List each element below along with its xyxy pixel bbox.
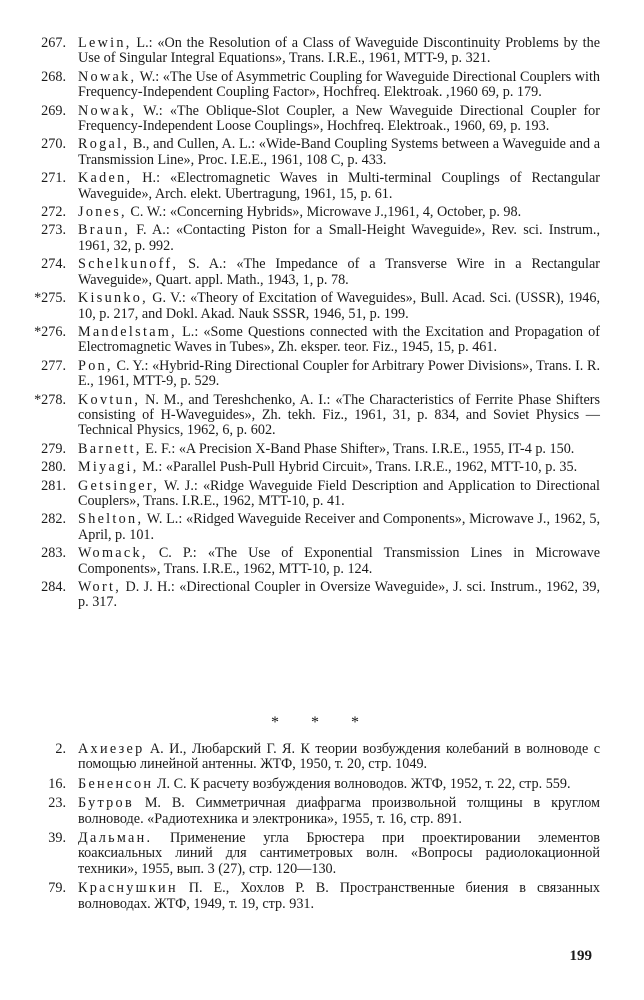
reference-author: Miyagi, [78,459,139,476]
reference-text: M.: «Parallel Push-Pull Hybrid Circuit», Trans. I.R.E., 1962, MTT-10, p. 35. [138,459,578,476]
reference-text: W.: «The Oblique-Slot Coupler, a New Waveguide Directional Coupler for Frequency-Independent Loose Couplings», Hochfreq. Elektroak., 1960, 69, p. 193. [78,102,600,135]
reference-entry [0,777,644,792]
reference-number: *275. [34,290,66,307]
reference-entry [0,137,644,168]
reference-entry [0,831,644,877]
reference-text: L.: «Some Questions connected with the Excitation and Propagation of Electromagnetic Waves in Tubes», Zh. eksper. teor. Fiz., 1945, 15, p. 461. [78,323,600,356]
reference-number: *278. [34,391,66,408]
reference-author: Nowak, [78,102,137,119]
reference-text: W. L.: «Ridged Waveguide Receiver and Components», Microwave J., 1962, 5, April, p. 101. [78,511,600,543]
english-reference-list [0,36,644,614]
reference-entry [0,742,644,773]
reference-author: Kaden, [78,170,133,187]
reference-number: 23. [48,795,66,812]
reference-entry [0,512,644,543]
reference-author: Pon, [78,357,113,374]
reference-number: 282. [41,511,66,528]
reference-text: C. W.: «Concerning Hybrids», Microwave J.,1961, 4, October, p. 98. [126,204,522,221]
reference-author: Lewin, [78,35,132,51]
reference-number: 274. [41,256,66,273]
reference-entry [0,104,644,135]
reference-number: 2. [55,741,66,757]
reference-number: 39. [48,830,66,847]
reference-author: Rogal, [78,136,130,153]
reference-number: 16. [48,775,66,792]
reference-author: Schelkunoff, [78,256,179,273]
reference-number: 283. [41,545,66,562]
reference-entry [0,359,644,390]
reference-author: Braun, [78,222,131,239]
reference-text: G. V.: «Theory of Excitation of Waveguides», Bull. Acad. Sci. (USSR), 1946, 10, p. 217, and Dokl. Akad. Nauk SSSR, 1946, 51, p. 199. [78,290,600,322]
reference-number: 273. [41,222,66,239]
reference-entry [0,223,644,254]
reference-number: 284. [41,579,66,595]
reference-entry [0,881,644,912]
reference-entry [0,479,644,510]
reference-author: Jones, [78,204,127,221]
reference-author: Kovtun, [78,391,141,408]
reference-number: 79. [48,880,66,897]
reference-text: N. M., and Tereshchenko, A. I.: «The Characteristics of Ferrite Phase Shifters consisting of H-Waveguides», Zh. tekh. Fiz., 1961, 31, p. 834, and Soviet Physics — Technical Physics, 1962, 6, p. 602. [78,391,600,439]
reference-number: 271. [41,170,66,187]
reference-text: П. Е., Хохлов Р. В. Пространственные биения в связанных волноводах. ЖТФ, 1949, т. 19, стр. 931. [78,880,600,912]
reference-number: 281. [41,477,66,494]
reference-author: Shelton, [78,511,144,528]
page-number: 199 [569,948,592,964]
reference-text: Л. С. К расчету возбуждения волноводов. ЖТФ, 1952, т. 22, стр. 559. [153,775,571,792]
reference-entry [0,325,644,356]
reference-author: Бененсон [78,775,154,792]
reference-entry [0,70,644,101]
reference-author: Barnett, [78,440,142,457]
reference-entry [0,580,644,611]
reference-entry [0,171,644,202]
reference-entry [0,393,644,439]
reference-author: Mandelstam, [78,323,177,340]
reference-author: Nowak, [78,68,137,85]
russian-reference-list [0,742,644,916]
reference-number: *276. [34,323,66,340]
reference-number: 280. [41,459,66,476]
reference-text: Применение угла Брюстера при проектировании элементов коаксиальных линий для сантиметровых волн. «Вопросы радиолокационной техники», 1955, вып. 3 (27), стр. 120—130. [78,830,600,877]
reference-author: Бутров [78,795,134,812]
reference-entry [0,36,644,67]
reference-text: W.: «The Use of Asymmetric Coupling for Waveguide Directional Couplers with Frequency-Independent Coupling Factor», Hochfreq. Elektroak. ,1960 69, p. 179. [78,68,600,101]
reference-text: E. F.: «A Precision X-Band Phase Shifter», Trans. I.R.E., 1955, IT-4 p. 150. [141,440,575,457]
reference-author: Kisunko, [78,290,149,307]
reference-number: 270. [41,136,66,153]
reference-number: 279. [41,440,66,457]
reference-author: Ахиезер [78,741,145,757]
reference-entry [0,796,644,827]
reference-text: D. J. H.: «Directional Coupler in Oversize Waveguide», J. sci. Instrum., 1962, 39, p. 317. [78,579,600,611]
reference-entry [0,460,644,475]
reference-number: 269. [41,102,66,119]
reference-number: 277. [41,357,66,374]
reference-entry [0,546,644,577]
reference-text: L.: «On the Resolution of a Class of Waveguide Discontinuity Problems by the Use of Singular Integral Equations», Trans. I.R.E., 1961, MTT-9, p. 321. [78,35,600,67]
reference-text: М. В. Симметричная диафрагма произвольной толщины в круглом волноводе. «Радиотехника и электроника», 1955, т. 16, стр. 891. [78,795,600,827]
reference-text: S. A.: «The Impedance of a Transverse Wire in a Rectangular Waveguide», Quart. appl. Math., 1943, 1, p. 78. [78,256,600,288]
reference-author: Wort, [78,579,122,595]
reference-entry [0,291,644,322]
reference-text: F. A.: «Contacting Piston for a Small-Height Waveguide», Rev. sci. Instrum., 1961, 32, p. 992. [78,222,600,254]
reference-entry [0,257,644,288]
reference-author: Womack, [78,545,148,562]
reference-author: Getsinger, [78,477,160,494]
reference-number: 268. [41,68,66,85]
reference-text: B., and Cullen, A. L.: «Wide-Band Coupling Systems between a Waveguide and a Transmission Line», Proc. I.E.E., 1961, 108 C, p. 433. [78,136,600,168]
reference-author: Дальман. [78,830,153,847]
reference-text: А. И., Любарский Г. Я. К теории возбуждения колебаний в волноводе с помощью линейной антенны. ЖТФ, 1950, т. 20, стр. 1049. [78,741,600,773]
reference-number: 272. [41,204,66,221]
reference-text: C. Y.: «Hybrid-Ring Directional Coupler for Arbitrary Power Divisions», Trans. I. R. E., 1961, MTT-9, p. 529. [78,357,600,390]
reference-text: C. P.: «The Use of Exponential Transmission Lines in Microwave Components», Trans. I.R.E., 1962, MTT-10, p. 124. [78,545,600,577]
reference-entry [0,205,644,220]
reference-number: 267. [41,35,66,51]
reference-text: W. J.: «Ridge Waveguide Field Description and Application to Directional Couplers», Trans. I.R.E., 1962, MTT-10, p. 41. [78,477,600,509]
reference-text: H.: «Electromagnetic Waves in Multi-terminal Couplings of Rectangular Waveguide», Arch. elekt. Ubertragung, 1961, 15, p. 61. [78,170,600,202]
reference-entry [0,442,644,457]
reference-author: Краснушкин [78,880,178,897]
section-separator: * * * [271,714,373,731]
